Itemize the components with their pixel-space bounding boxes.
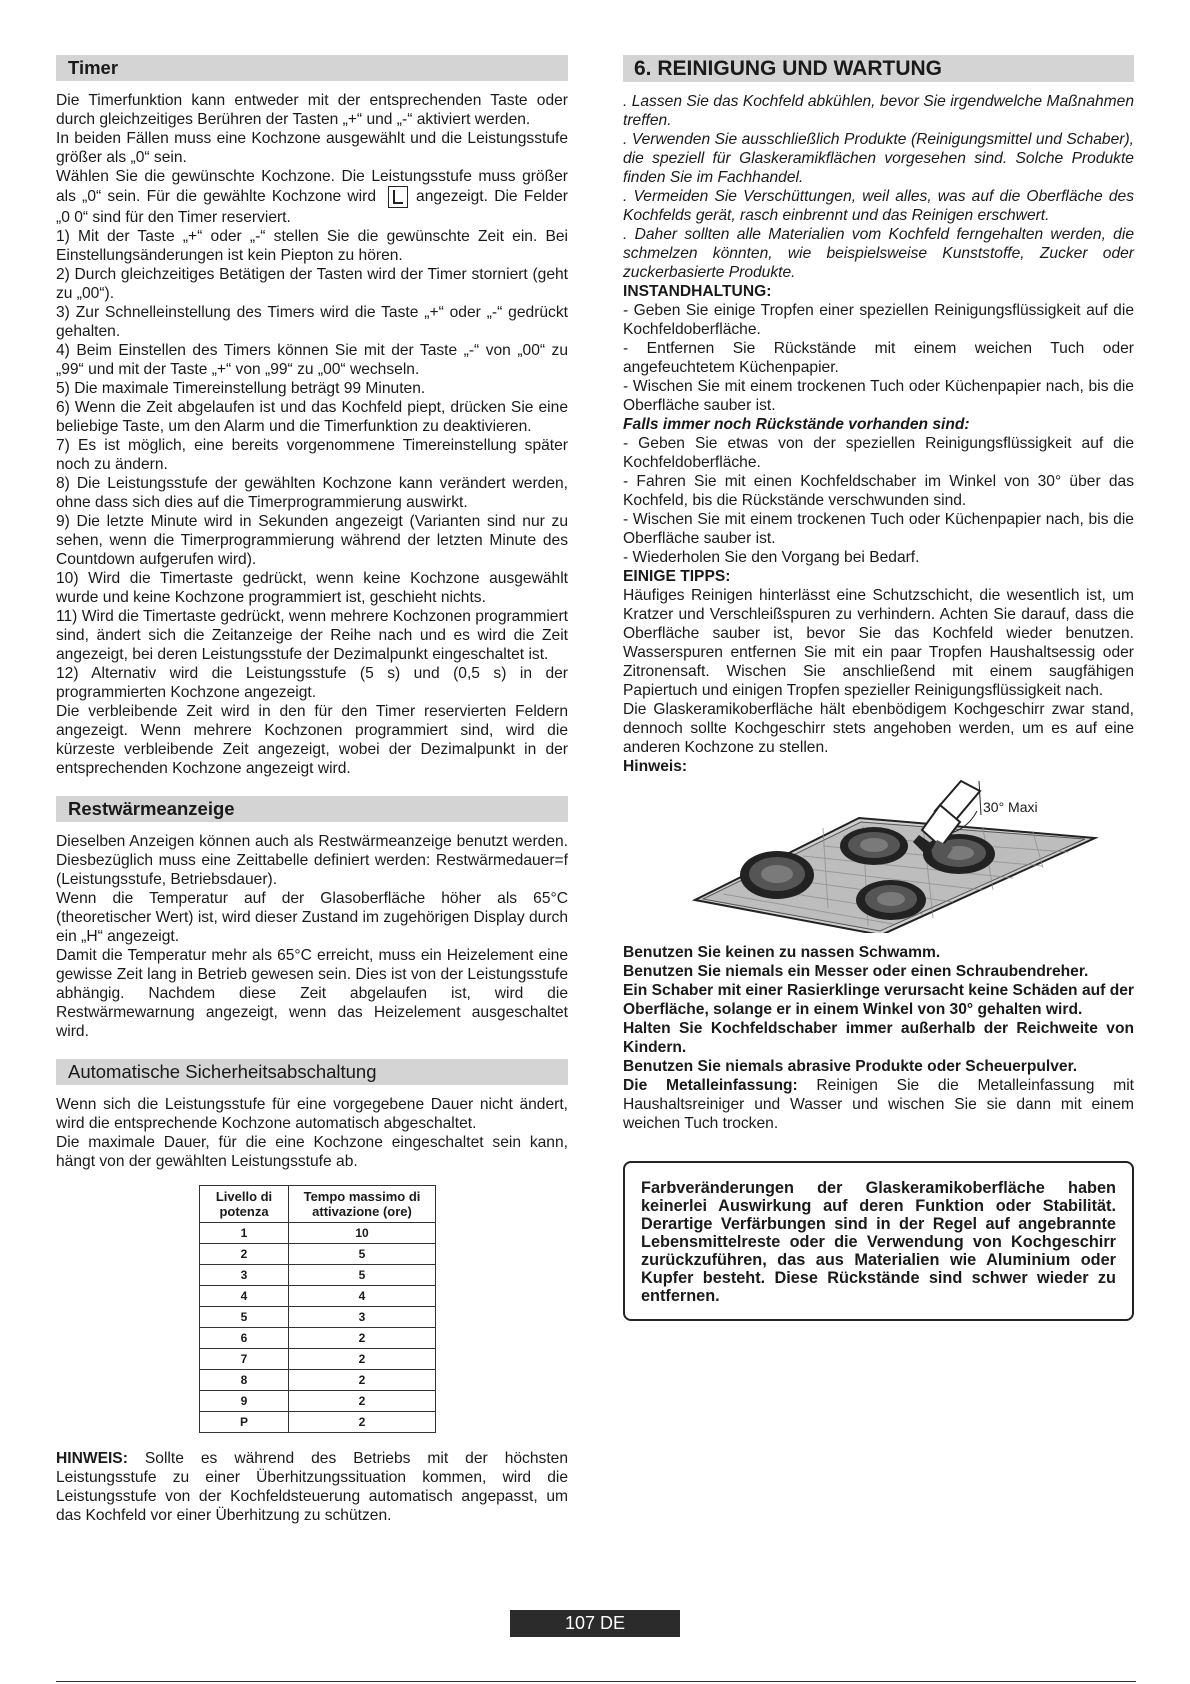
tips-heading: EINIGE TIPPS: — [623, 568, 731, 585]
table-cell-hours: 4 — [289, 1286, 436, 1307]
table-row — [200, 1349, 436, 1370]
tips-paragraph: Die Glaskeramikoberfläche hält ebenbödigem Kochgeschirr zwar stand, dennoch sollte Kochgeschirr stets angehoben werden, um es auf eine anderen Kochzone zu stellen. — [623, 701, 1134, 756]
residual-paragraph: Wenn die Temperatur auf der Glasoberfläche höher als 65°C (theoretischer Wert) ist, wird dieser Zustand im zugehörigen Display durch ein „H“ angezeigt. — [56, 890, 568, 945]
scraper-illustration — [623, 778, 1134, 933]
shutdown-paragraph: Die maximale Dauer, für die eine Kochzone eingeschaltet sein kann, hängt von der gewählten Leistungsstufe ab. — [56, 1134, 568, 1170]
warning-line: Ein Schaber mit einer Rasierklinge verursacht keine Schäden auf der Oberfläche, solange er in einem Winkel von 30° gehalten wird. — [623, 982, 1134, 1018]
timer-paragraph: Die verbleibende Zeit wird in den für den Timer reservierten Feldern angezeigt. Wenn mehrere Kochzonen programmiert sind, wird die kürzeste verbleibende Zeit angezeigt, wobei der Dezimalpunkt in der entsprechenden Kochzone angezeigt wird. — [56, 703, 568, 777]
table-cell-level: 3 — [200, 1265, 289, 1286]
residual-paragraph: Damit die Temperatur mehr als 65°C erreicht, muss ein Heizelement eine gewisse Zeit lang in Betrieb gewesen sein. Dies ist von der Leistungsstufe abhängig. Nachdem diese Zeit abgelaufen ist, wird die Restwärmewarnung angezeigt, wenn das Heizelement ausgeschaltet wird. — [56, 947, 568, 1040]
table-cell-level: 2 — [200, 1244, 289, 1265]
table-row — [200, 1307, 436, 1328]
residue-item: - Wischen Sie mit einem trockenen Tuch oder Küchenpapier nach, bis die Oberfläche sauber ist. — [623, 511, 1134, 547]
timer-item: 4) Beim Einstellen des Timers können Sie mit der Taste „-“ von „00“ zu „99“ und mit der Taste „+“ von „99“ zu „00“ wechseln. — [56, 342, 568, 378]
warning-line: Benutzen Sie niemals abrasive Produkte oder Scheuerpulver. — [623, 1058, 1078, 1075]
timer-item: 9) Die letzte Minute wird in Sekunden angezeigt (Varianten sind nur zu sehen, wenn die Timerprogrammierung während der letzten Minute des Countdown aufgerufen wird). — [56, 513, 568, 568]
maintenance-item: - Entfernen Sie Rückstände mit einem weichen Tuch oder angefeuchtetem Küchenpapier. — [623, 340, 1134, 376]
tips-paragraph: Häufiges Reinigen hinterlässt eine Schutzschicht, die wesentlich ist, um Kratzer und Verschleißspuren zu verhindern. Achten Sie darauf, dass die Oberfläche sauber ist, bevor Sie das Kochfeld wieder benutzen. Wasserspuren entfernen Sie mit ein paar Tropfen Haushaltsessig oder Zitronensaft. Wischen Sie anschließend mit einem saugfähigen Papiertuch und einigen Tropfen spezieller Reinigungsflüssigkeit nach. — [623, 587, 1134, 699]
timer-item: 8) Die Leistungsstufe der gewählten Kochzone kann verändert werden, ohne dass sich dies auf die Timerprogrammierung auswirkt. — [56, 475, 568, 511]
table-row — [200, 1244, 436, 1265]
maintenance-heading: INSTANDHALTUNG: — [623, 283, 772, 300]
cleaning-heading: 6. REINIGUNG UND WARTUNG — [623, 55, 1134, 82]
timer-item: 5) Die maximale Timereinstellung beträgt 99 Minuten. — [56, 380, 426, 397]
table-cell-level: 8 — [200, 1370, 289, 1391]
hob-scraper-drawing — [623, 778, 1134, 933]
residue-item: - Wiederholen Sie den Vorgang bei Bedarf. — [623, 549, 920, 566]
note-text: Sollte es während des Betriebs mit der höchsten Leistungsstufe zu einer Überhitzungssituation kommen, wird die Leistungsstufe von der Kochfeldsteuerung automatisch angepasst, um das Kochfeld vor einer Überhitzung zu schützen. — [56, 1450, 568, 1524]
warning-line: Benutzen Sie niemals ein Messer oder einen Schraubendreher. — [623, 963, 1089, 980]
timer-item: 2) Durch gleichzeitiges Betätigen der Tasten wird der Timer storniert (geht zu „00“). — [56, 266, 568, 302]
timer-text: Wählen Sie die gewünschte Kochzone. Die Leistungsstufe muss größer als „0“ sein. Für die gewählte Kochzone wird — [56, 168, 568, 206]
metal-frame-paragraph — [623, 1076, 1134, 1133]
table-cell-hours: 5 — [289, 1265, 436, 1286]
table-row — [200, 1328, 436, 1349]
cleaning-intro: . Daher sollten alle Materialien vom Kochfeld ferngehalten werden, die schmelzen könnten, wie beispielsweise Kunststoffe, Zucker oder zuckerbasierte Produkte. — [623, 226, 1134, 281]
timer-item: 3) Zur Schnelleinstellung des Timers wird die Taste „+“ oder „-“ gedrückt gehalten. — [56, 304, 568, 340]
metal-frame-label: Die Metalleinfassung: — [623, 1077, 798, 1094]
timer-heading: Timer — [56, 55, 568, 81]
power-level-table — [199, 1185, 436, 1433]
table-cell-hours: 10 — [289, 1223, 436, 1244]
timer-display-icon — [388, 186, 408, 208]
table-cell-level: P — [200, 1412, 289, 1433]
timer-item: 1) Mit der Taste „+“ oder „-“ stellen Sie die gewünschte Zeit ein. Bei Einstellungsänderungen ist kein Piepton zu hören. — [56, 228, 568, 264]
table-cell-level: 7 — [200, 1349, 289, 1370]
table-cell-level: 4 — [200, 1286, 289, 1307]
table-row — [200, 1391, 436, 1412]
residual-paragraph: Dieselben Anzeigen können auch als Restwärmeanzeige benutzt werden. Diesbezüglich muss eine Zeittabelle definiert werden: Restwärmedauer=f (Leistungsstufe, Betriebsdauer). — [56, 833, 568, 888]
timer-paragraph: Die Timerfunktion kann entweder mit der entsprechenden Taste oder durch gleichzeitiges Berühren der Tasten „+“ und „-“ aktiviert werden. — [56, 92, 568, 128]
timer-item: 12) Alternativ wird die Leistungsstufe (5 s) und (0,5 s) in der programmierten Kochzone angezeigt. — [56, 665, 568, 701]
right-column — [623, 55, 1134, 1321]
table-cell-hours: 2 — [289, 1370, 436, 1391]
table-row — [200, 1265, 436, 1286]
table-row — [200, 1412, 436, 1433]
hint-heading: Hinweis: — [623, 758, 688, 775]
shutdown-paragraph: Wenn sich die Leistungsstufe für eine vorgegebene Dauer nicht ändert, wird die entsprechende Kochzone automatisch abgeschaltet. — [56, 1096, 568, 1132]
angle-label: 30° Maxi — [983, 799, 1038, 815]
note-label: HINWEIS: — [56, 1450, 128, 1467]
maintenance-item: - Wischen Sie mit einem trockenen Tuch oder Küchenpapier nach, bis die Oberfläche sauber ist. — [623, 378, 1134, 414]
table-cell-level: 6 — [200, 1328, 289, 1349]
timer-paragraph — [56, 167, 568, 227]
cleaning-intro: . Vermeiden Sie Verschüttungen, weil alles, was auf die Oberfläche des Kochfelds gerät, rasch einbrennt und das Reinigen erschwert. — [623, 188, 1134, 224]
discoloration-note-text: Farbveränderungen der Glaskeramikoberfläche haben keinerlei Auswirkung auf deren Funktion oder Stabilität. Derartige Verfärbungen sind in der Regel auf angebrannte Lebensmittelreste oder die Verwendung von Kochgeschirr zurückzuführen, das aus Materialien wie Aluminium oder Kupfer besteht. Diese Rückstände sind schwer wieder zu entfernen. — [641, 1179, 1116, 1305]
page-number: 107 DE — [510, 1610, 680, 1637]
table-cell-level: 5 — [200, 1307, 289, 1328]
cleaning-intro: . Lassen Sie das Kochfeld abkühlen, bevor Sie irgendwelche Maßnahmen treffen. — [623, 93, 1134, 129]
left-column — [56, 55, 568, 1525]
table-header-row — [200, 1186, 436, 1223]
warning-line: Halten Sie Kochfeldschaber immer außerhalb der Reichweite von Kindern. — [623, 1020, 1134, 1056]
footer-divider — [56, 1681, 1136, 1682]
cleaning-intro: . Verwenden Sie ausschließlich Produkte (Reinigungsmittel und Schaber), die speziell für Glaskeramikflächen vorgesehen sind. Solche Produkte finden Sie im Fachhandel. — [623, 131, 1134, 186]
residue-item: - Geben Sie etwas von der speziellen Reinigungsflüssigkeit auf die Kochfeldoberfläche. — [623, 435, 1134, 471]
residue-item: - Fahren Sie mit einen Kochfeldschaber im Winkel von 30° über das Kochfeld, bis die Rückstände verschwunden sind. — [623, 473, 1134, 509]
safety-shutdown-heading: Automatische Sicherheitsabschaltung — [56, 1059, 568, 1085]
residue-heading: Falls immer noch Rückstände vorhanden sind: — [623, 416, 970, 433]
metal-frame-text: Reinigen Sie die Metalleinfassung mit Haushaltsreiniger und Wasser und wischen Sie sie dann mit einem weichen Tuch trocken. — [623, 1077, 1134, 1132]
table-cell-hours: 3 — [289, 1307, 436, 1328]
table-header-max-time: Tempo massimo di attivazione (ore) — [289, 1186, 436, 1223]
table-row — [200, 1223, 436, 1244]
residual-heat-heading: Restwärmeanzeige — [56, 796, 568, 822]
timer-item: 7) Es ist möglich, eine bereits vorgenommene Timereinstellung später noch zu ändern. — [56, 437, 568, 473]
timer-text: angezeigt. Die Felder „0 0“ sind für den Timer reserviert. — [56, 188, 569, 226]
table-cell-hours: 2 — [289, 1349, 436, 1370]
table-header-power-level: Livello di potenza — [200, 1186, 289, 1223]
timer-item: 10) Wird die Timertaste gedrückt, wenn keine Kochzone ausgewählt wurde und keine Kochzone programmiert ist, geschieht nichts. — [56, 570, 568, 606]
table-cell-hours: 2 — [289, 1328, 436, 1349]
table-cell-hours: 2 — [289, 1412, 436, 1433]
table-cell-hours: 5 — [289, 1244, 436, 1265]
discoloration-note-box — [623, 1161, 1134, 1321]
timer-paragraph: In beiden Fällen muss eine Kochzone ausgewählt und die Leistungsstufe größer als „0“ sein. — [56, 130, 568, 166]
timer-item: 6) Wenn die Zeit abgelaufen ist und das Kochfeld piept, drücken Sie eine beliebige Taste, um den Alarm und die Timerfunktion zu deaktivieren. — [56, 399, 568, 435]
table-row — [200, 1370, 436, 1391]
maintenance-item: - Geben Sie einige Tropfen einer speziellen Reinigungsflüssigkeit auf die Kochfeldoberfläche. — [623, 302, 1134, 338]
table-cell-level: 9 — [200, 1391, 289, 1412]
table-cell-hours: 2 — [289, 1391, 436, 1412]
warning-line: Benutzen Sie keinen zu nassen Schwamm. — [623, 944, 941, 961]
table-cell-level: 1 — [200, 1223, 289, 1244]
timer-item: 11) Wird die Timertaste gedrückt, wenn mehrere Kochzonen programmiert sind, ändert sich die Zeitanzeige der Reihe nach und es wird die Zeit angezeigt, bei deren Leistungsstufe der Dezimalpunkt eingeschaltet ist. — [56, 608, 568, 663]
overheat-note — [56, 1449, 568, 1525]
table-row — [200, 1286, 436, 1307]
